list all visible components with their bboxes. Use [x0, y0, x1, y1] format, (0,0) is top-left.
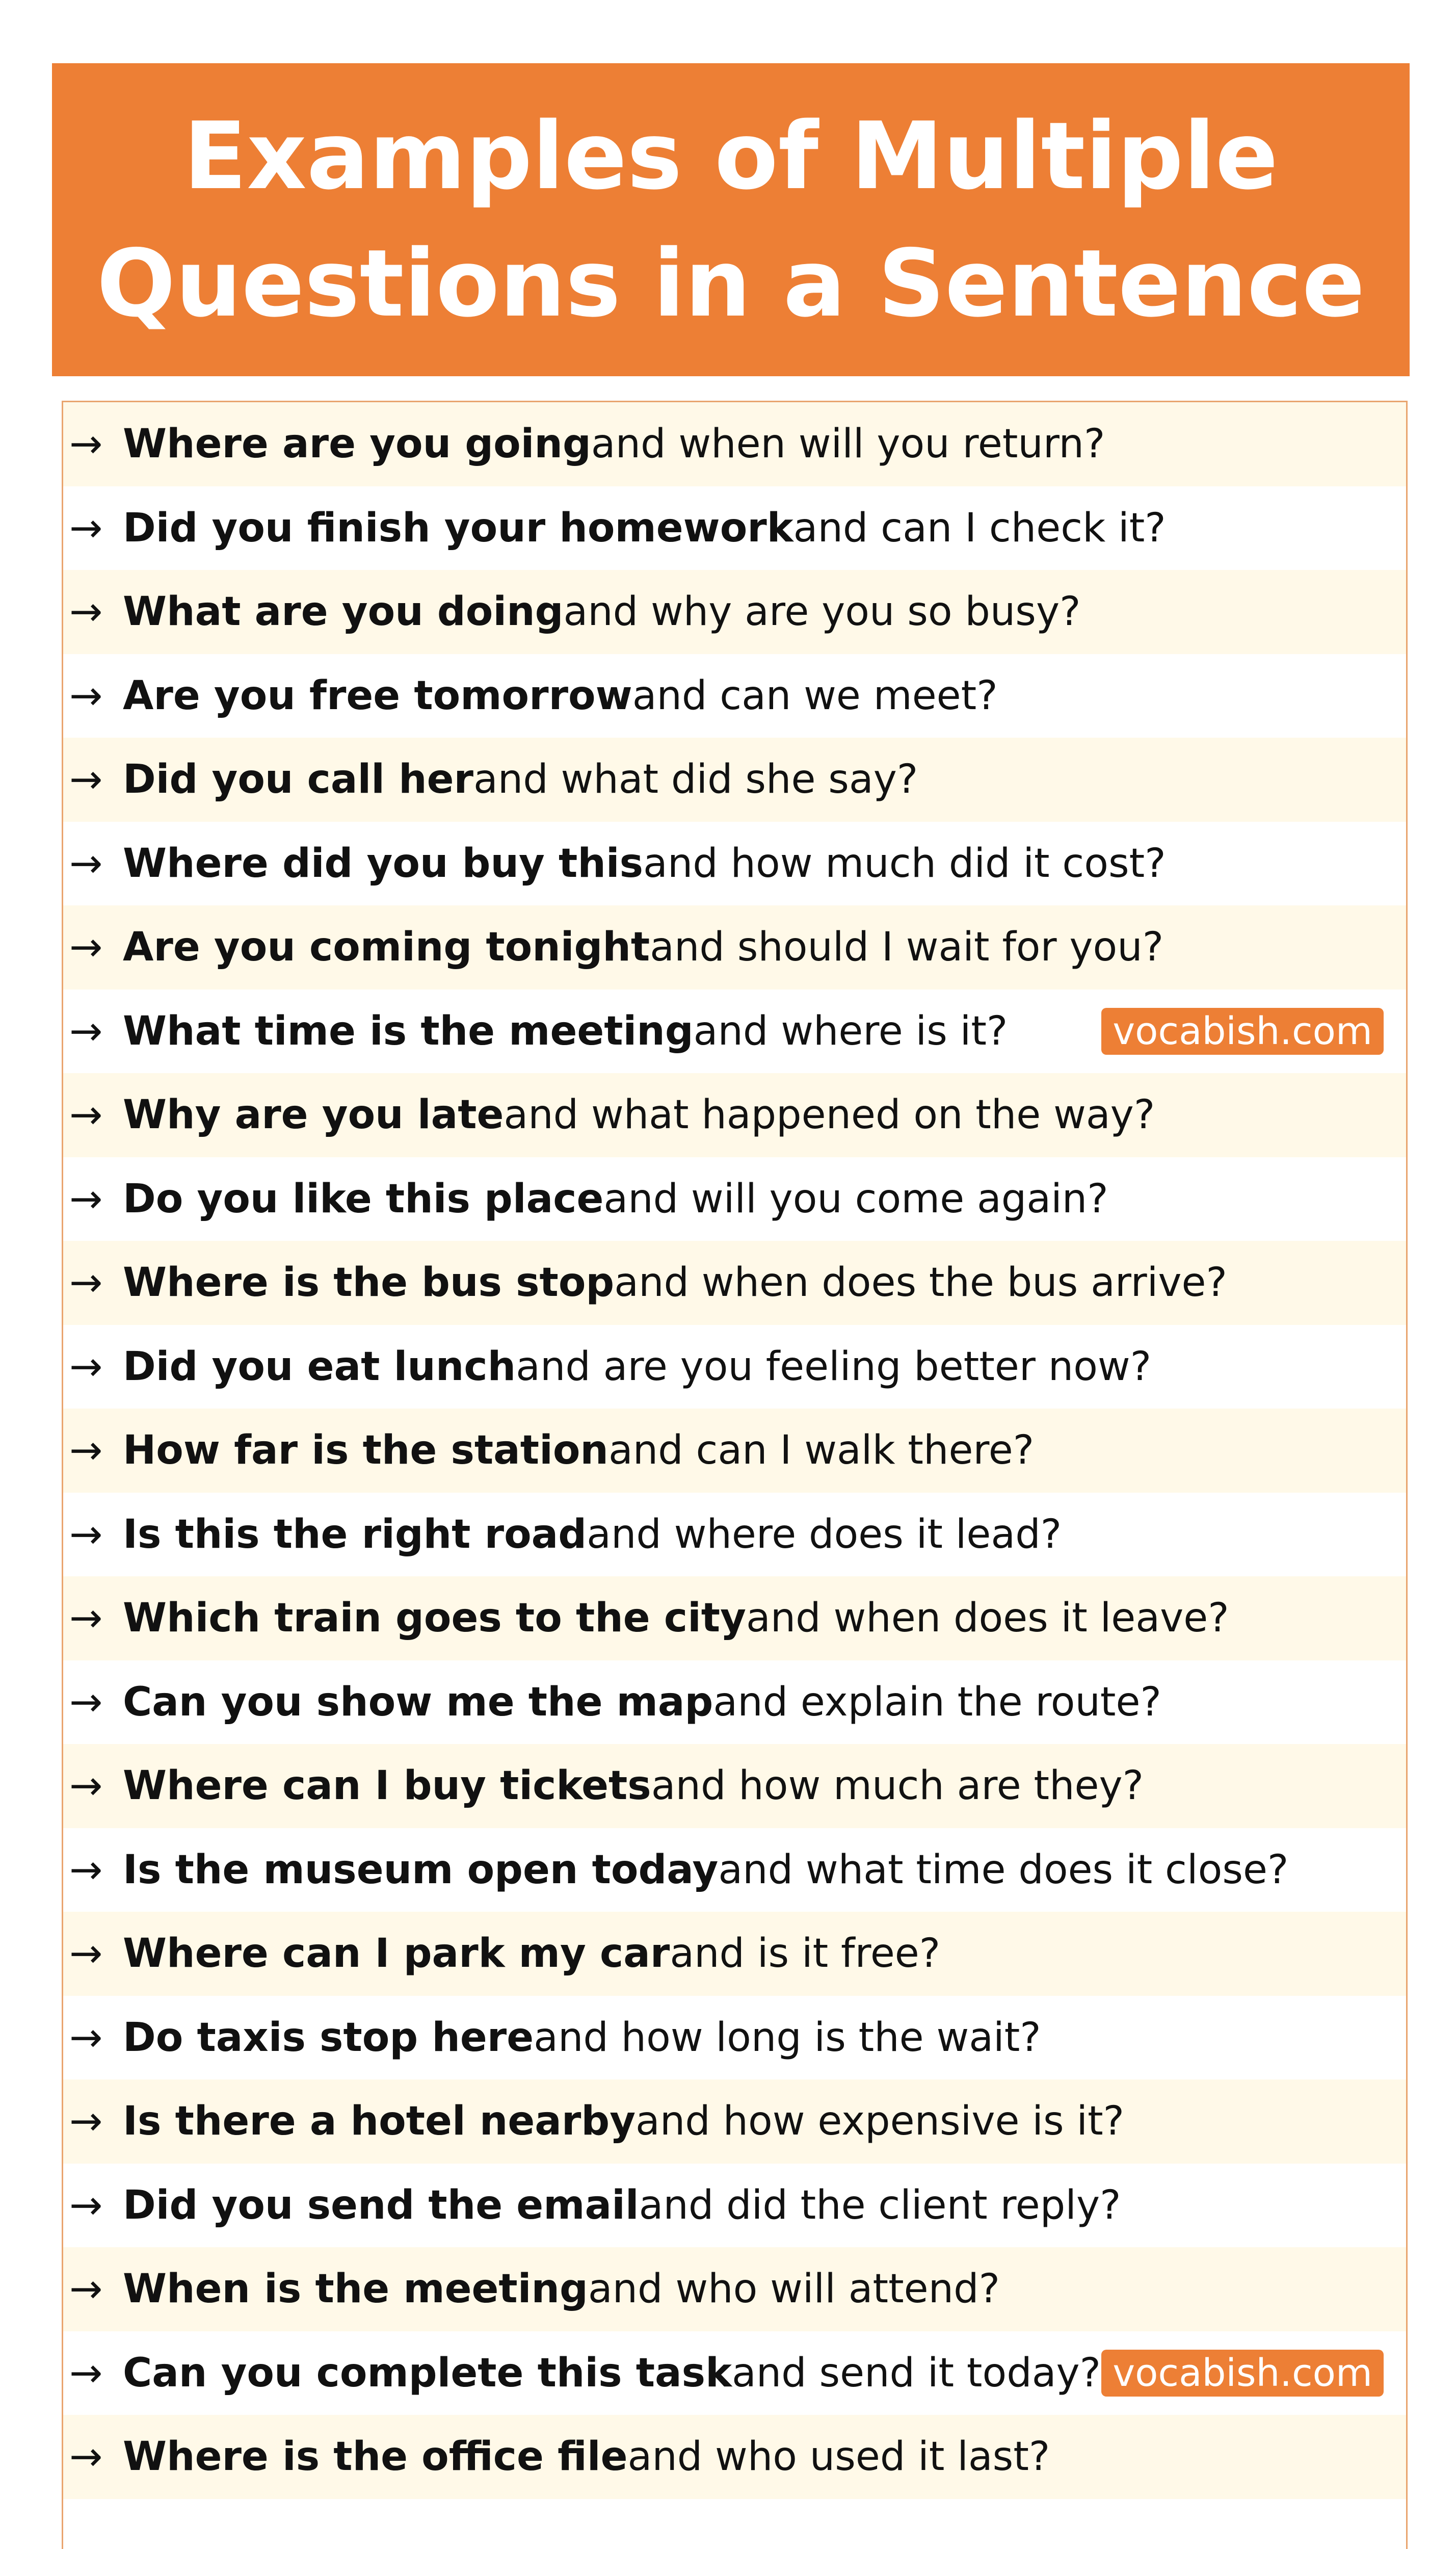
question-rest: and should I wait for you? — [650, 924, 1164, 971]
question-bold: Why are you late — [123, 1092, 504, 1138]
question-rest: and send it today? — [731, 2350, 1101, 2396]
list-item — [63, 1744, 1406, 1828]
question-rest: and who used it last? — [627, 2434, 1050, 2480]
question-rest: and how much did it cost? — [643, 840, 1166, 887]
question-rest: and what happened on the way? — [504, 1092, 1155, 1138]
title-line-1: Examples of Multiple — [183, 102, 1279, 210]
watermark-badge: vocabish.com — [1101, 1008, 1384, 1055]
question-rest: and explain the route? — [713, 1679, 1161, 1725]
list-item — [63, 2164, 1406, 2248]
question-bold: Can you complete this task — [123, 2350, 732, 2396]
question-rest: and are you feeling better now? — [516, 1343, 1152, 1390]
watermark-badge: vocabish.com — [1101, 2350, 1384, 2397]
question-rest: and is it free? — [670, 1931, 941, 1977]
arrow-right-icon: → — [69, 757, 103, 803]
list-item — [63, 990, 1406, 1074]
question-bold: Where are you going — [123, 421, 591, 467]
question-bold: Did you call her — [123, 757, 473, 803]
list-item — [63, 2079, 1406, 2164]
question-bold: Is the museum open today — [123, 1846, 719, 1893]
list-item — [63, 1409, 1406, 1493]
arrow-right-icon: → — [69, 1679, 103, 1725]
title-line-2: Questions in a Sentence — [96, 229, 1365, 337]
arrow-right-icon: → — [69, 1092, 103, 1138]
list-item — [63, 1325, 1406, 1409]
list-item — [63, 570, 1406, 654]
list-item — [63, 738, 1406, 822]
question-bold: Are you coming tonight — [123, 924, 650, 971]
question-rest: and when does it leave? — [746, 1595, 1229, 1642]
arrow-right-icon: → — [69, 2014, 103, 2061]
title-banner — [52, 63, 1410, 376]
arrow-right-icon: → — [69, 2266, 103, 2312]
list-item — [63, 1493, 1406, 1577]
list-item — [63, 1828, 1406, 1912]
question-rest: and did the client reply? — [639, 2182, 1121, 2228]
list-item — [63, 2247, 1406, 2331]
question-list — [62, 401, 1408, 2549]
question-rest: and when does the bus arrive? — [614, 1260, 1227, 1306]
arrow-right-icon: → — [69, 1427, 103, 1474]
arrow-right-icon: → — [69, 1763, 103, 1809]
list-item — [63, 1912, 1406, 1996]
arrow-right-icon: → — [69, 1343, 103, 1390]
question-rest: and how much are they? — [651, 1763, 1144, 1809]
arrow-right-icon: → — [69, 2182, 103, 2228]
list-item — [63, 1157, 1406, 1241]
question-rest: and what did she say? — [473, 757, 918, 803]
question-bold: Is this the right road — [123, 1511, 587, 1557]
list-item — [63, 1241, 1406, 1325]
question-bold: Where is the bus stop — [123, 1260, 615, 1306]
arrow-right-icon: → — [69, 2350, 103, 2396]
list-item — [63, 1660, 1406, 1745]
list-item — [63, 654, 1406, 738]
arrow-right-icon: → — [69, 1511, 103, 1557]
question-bold: Did you eat lunch — [123, 1343, 516, 1390]
question-bold: Are you free tomorrow — [123, 672, 632, 719]
arrow-right-icon: → — [69, 1176, 103, 1222]
question-rest: and how long is the wait? — [534, 2014, 1041, 2061]
arrow-right-icon: → — [69, 2098, 103, 2145]
question-rest: and what time does it close? — [718, 1846, 1289, 1893]
question-bold: Which train goes to the city — [123, 1595, 746, 1642]
question-rest: and where is it? — [693, 1008, 1008, 1054]
list-item — [63, 1073, 1406, 1157]
question-bold: Where can I park my car — [123, 1931, 670, 1977]
question-rest: and can I check it? — [793, 505, 1166, 551]
list-item — [63, 1996, 1406, 2080]
arrow-right-icon: → — [69, 1595, 103, 1642]
question-bold: Where can I buy tickets — [123, 1763, 651, 1809]
question-rest: and when will you return? — [591, 421, 1105, 467]
question-rest: and why are you so busy? — [563, 589, 1081, 635]
arrow-right-icon: → — [69, 589, 103, 635]
list-item — [63, 2415, 1406, 2499]
arrow-right-icon: → — [69, 2434, 103, 2480]
question-bold: How far is the station — [123, 1427, 608, 1474]
question-rest: and can I walk there? — [608, 1427, 1035, 1474]
arrow-right-icon: → — [69, 924, 103, 971]
arrow-right-icon: → — [69, 1846, 103, 1893]
list-item — [63, 2331, 1406, 2415]
question-rest: and will you come again? — [603, 1176, 1108, 1222]
question-bold: Do you like this place — [123, 1176, 604, 1222]
arrow-right-icon: → — [69, 672, 103, 719]
question-bold: When is the meeting — [123, 2266, 588, 2312]
question-rest: and where does it lead? — [587, 1511, 1062, 1557]
question-bold: Is there a hotel nearby — [123, 2098, 636, 2145]
arrow-right-icon: → — [69, 421, 103, 467]
question-bold: What are you doing — [123, 589, 564, 635]
question-bold: Did you send the email — [123, 2182, 639, 2228]
question-bold: Where did you buy this — [123, 840, 644, 887]
arrow-right-icon: → — [69, 1008, 103, 1054]
question-bold: Where is the office file — [123, 2434, 628, 2480]
list-item — [63, 1576, 1406, 1660]
list-item — [63, 822, 1406, 906]
list-item — [63, 402, 1406, 486]
arrow-right-icon: → — [69, 505, 103, 551]
arrow-right-icon: → — [69, 840, 103, 887]
arrow-right-icon: → — [69, 1931, 103, 1977]
arrow-right-icon: → — [69, 1260, 103, 1306]
question-bold: Can you show me the map — [123, 1679, 713, 1725]
question-bold: Did you finish your homework — [123, 505, 793, 551]
question-rest: and can we meet? — [632, 672, 998, 719]
question-bold: Do taxis stop here — [123, 2014, 534, 2061]
list-item — [63, 905, 1406, 990]
list-item — [63, 486, 1406, 570]
question-bold: What time is the meeting — [123, 1008, 694, 1054]
question-rest: and who will attend? — [588, 2266, 1000, 2312]
question-rest: and how expensive is it? — [636, 2098, 1125, 2145]
